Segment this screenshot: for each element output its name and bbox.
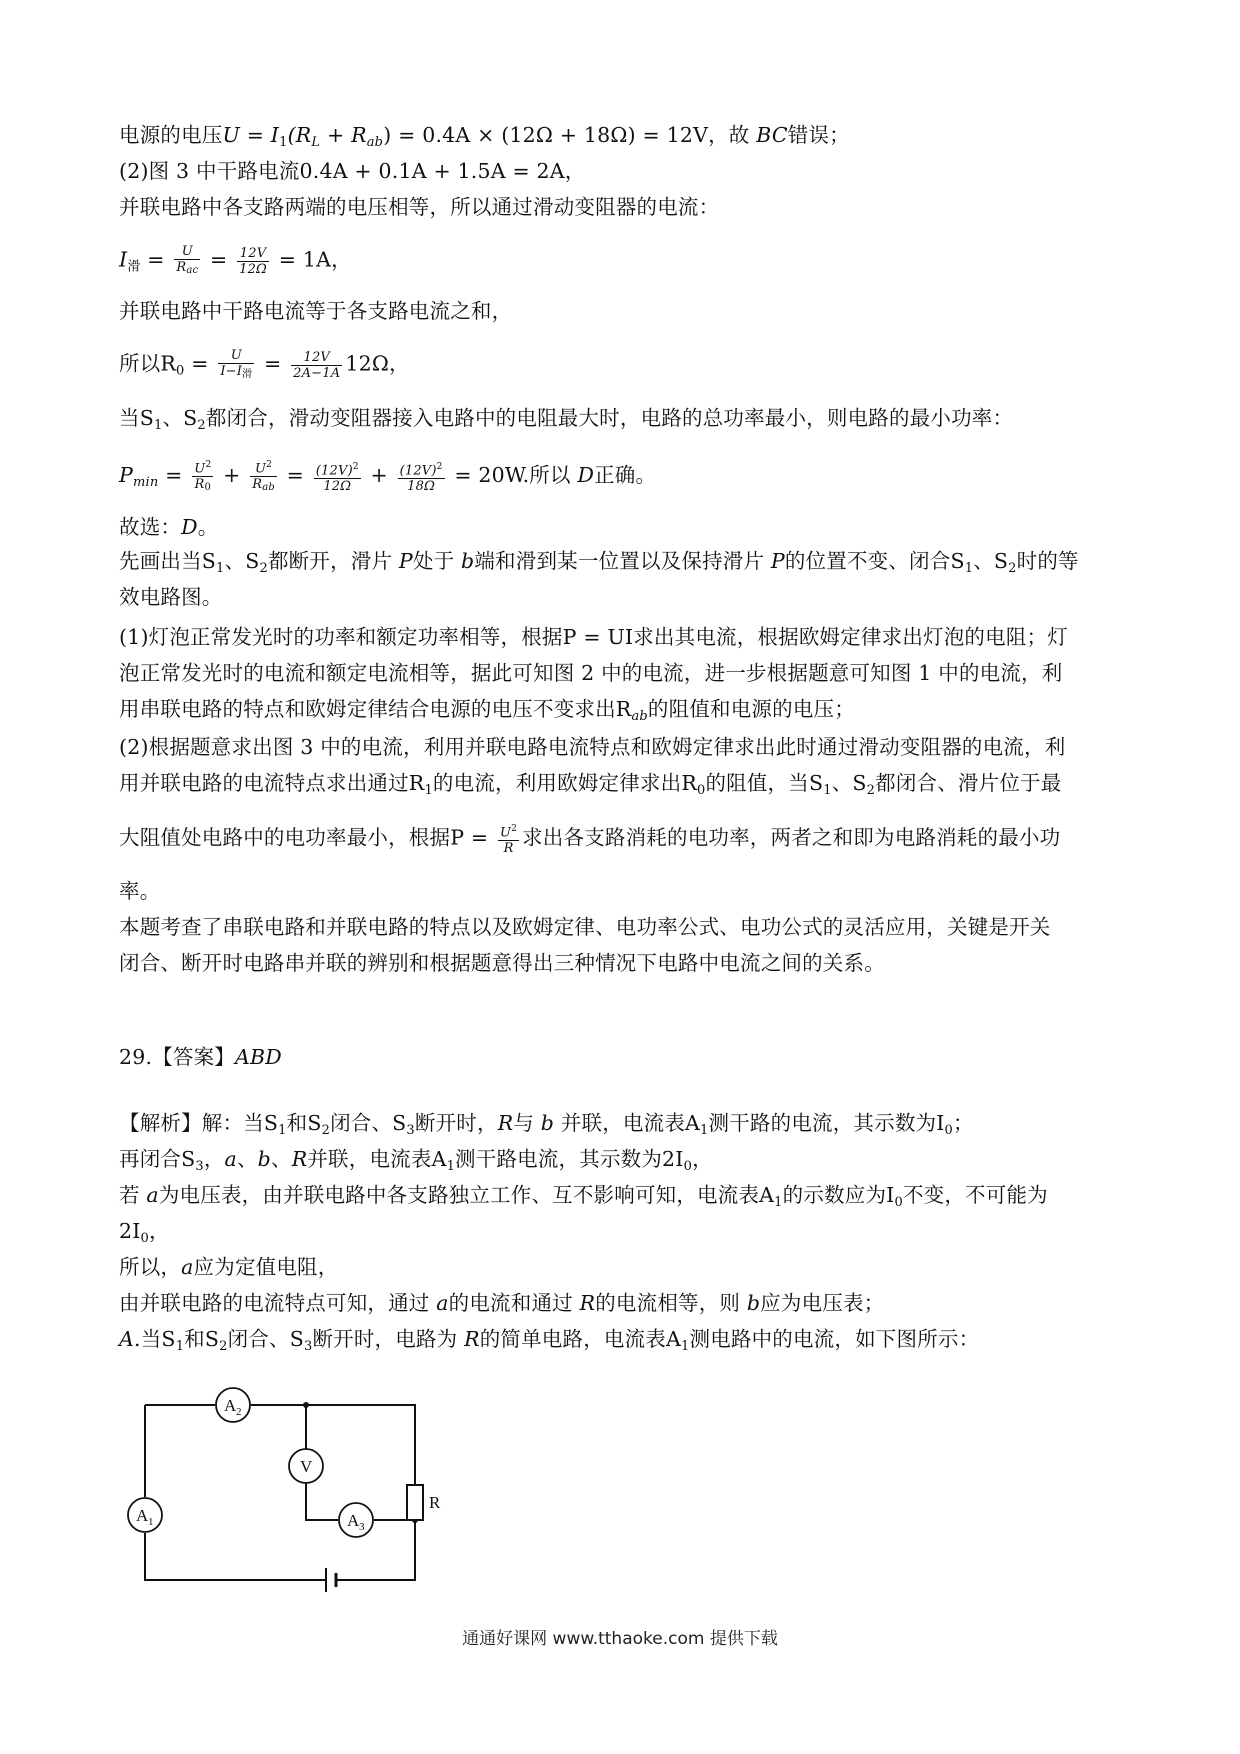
svg-text:2: 2 (236, 1406, 242, 1418)
text-line: 本题考查了串联电路和并联电路的特点以及欧姆定律、电功率公式、电功公式的灵活应用，关键是开关 (119, 915, 1051, 939)
text-line: 先画出当$S_1$、$S_2$都断开，滑片 P处于 b端和滑到某一位置以及保持滑片 P的位置不变、闭合$S_1$、$S_2$时的等 (119, 549, 1079, 576)
text-line: 用串联电路的特点和欧姆定律结合电源的电压不变求出$R_{ab}$的阻值和电源的电压； (119, 697, 855, 724)
svg-text:1: 1 (148, 1516, 154, 1528)
svg-text:A: A (136, 1506, 149, 1525)
text-line: 效电路图。 (119, 585, 223, 609)
voltmeter-v (289, 1449, 323, 1483)
wire (251, 1405, 415, 1485)
text-line: (2)根据题意求出图 3 中的电流，利用并联电路电流特点和欧姆定律求出此时通过滑动变阻器的电流，利 (119, 735, 1066, 759)
fraction: $\frac{U^2}{R_0}$ (194, 460, 212, 494)
wire (306, 1483, 338, 1520)
junction-dot (303, 1402, 309, 1408)
formula-line: 大阻值处电路中的电功率最小，根据P = $\frac{U^2}{R}$ 求出各支路消耗的电功率，两者之和即为电路消耗的最小功 (119, 824, 1061, 857)
text-line: 并联电路中各支路两端的电压相等，所以通过滑动变阻器的电流： (119, 195, 720, 219)
fraction: $\frac{U^2}{R}$ (500, 824, 518, 857)
fraction: $\frac{(12V)^2}{12\Omega}$ (315, 461, 359, 494)
text-line: 【解析】解：当$S_1$和$S_2$闭合、$S_3$断开时，R与 b 并联，电流表$A_1$测干路的电流，其示数为$I_0$； (119, 1111, 974, 1138)
formula-line: $P_{min}$ = $\frac{U^2}{R_0}$ + $\frac{U^2}{R_{ab}}$ = $\frac{(12V)^2}{12\Omega}$ + $\frac{(12V)^2}{18\Omega}$ = 20W.所以 D正确。 (119, 460, 657, 494)
svg-text:A: A (224, 1396, 237, 1415)
svg-text:V: V (300, 1457, 313, 1476)
text-line: 闭合、断开时电路串并联的辨别和根据题意得出三种情况下电路中电流之间的关系。 (119, 951, 885, 975)
text-line: 泡正常发光时的电流和额定电流相等，据此可知图 2 中的电流，进一步根据题意可知图 1 中的电流，利 (119, 661, 1063, 685)
ammeter-a3 (339, 1503, 373, 1537)
resistor-symbol (407, 1485, 423, 1520)
text-line: (2)图 3 中干路电流0.4A + 0.1A + 1.5A = 2A， (119, 159, 586, 183)
answer-heading: 29.【答案】ABD (119, 1045, 282, 1069)
ammeter-a2 (216, 1388, 250, 1422)
text-line: 故选：D。 (119, 515, 219, 539)
wire (145, 1533, 326, 1580)
text-line: $2I_0$， (119, 1219, 170, 1246)
text-line: A.当$S_1$和$S_2$闭合、$S_3$断开时，电路为 R的简单电路，电流表$A_1$测电路中的电流，如下图所示： (119, 1327, 980, 1354)
page-footer: 通通好课网 www.tthaoke.com 提供下载 (462, 1629, 778, 1649)
text-line: 再闭合$S_3$，a、b、R并联，电流表$A_1$测干路电流，其示数为$2I_0$， (119, 1147, 713, 1174)
formula-line: $I_滑$ = $\frac{U}{R_{ac}}$ = $\frac{12V}{12\Omega}$ = 1A， (119, 244, 352, 277)
fraction: $\frac{U}{R_{ac}}$ (176, 244, 199, 276)
text-line: 当$S_1$、$S_2$都闭合，滑动变阻器接入电路中的电阻最大时，电路的总功率最小，则电路的最小功率： (119, 406, 1014, 433)
fraction: $\frac{U}{I-I_滑}$ (220, 348, 253, 380)
text-line: 电源的电压$U = I_1(R_L + R_{ab}) = 0.4A \times (12\Omega + 18\Omega) = 12V$，故 BC错误； (119, 123, 850, 150)
formula-line: 所以$R_0$ = $\frac{U}{I-I_滑}$ = $\frac{12V}{2A-1A}$ 12Ω， (119, 348, 410, 381)
ammeter-a1 (128, 1498, 162, 1532)
svg-text:A: A (347, 1511, 360, 1530)
text-line: 并联电路中干路电流等于各支路电流之和， (119, 299, 513, 323)
fraction: $\frac{U^2}{R_{ab}}$ (252, 460, 275, 494)
text-line: (1)灯泡正常发光时的功率和额定功率相等，根据P = UI求出其电流，根据欧姆定律求出灯泡的电阻；灯 (119, 625, 1068, 649)
fraction: $\frac{(12V)^2}{18\Omega}$ (399, 461, 443, 494)
text-line: 若 a为电压表，由并联电路中各支路独立工作、互不影响可知，电流表$A_1$的示数应为$I_0$不变，不可能为 (119, 1183, 1048, 1210)
text-line: 由并联电路的电流特点可知，通过 a的电流和通过 R的电流相等，则 b应为电压表； (119, 1291, 885, 1315)
fraction: $\frac{12V}{12\Omega}$ (239, 245, 268, 277)
text-line: 所以，a应为定值电阻， (119, 1255, 339, 1279)
text-line: 用并联电路的电流特点求出通过$R_1$的电流，利用欧姆定律求出$R_0$的阻值，当$S_1$、$S_2$都闭合、滑片位于最 (119, 771, 1062, 798)
svg-text:3: 3 (359, 1521, 365, 1533)
circuit-diagram (120, 1380, 460, 1610)
battery-symbol (326, 1568, 336, 1592)
text-line: 率。 (119, 879, 161, 903)
fraction: $\frac{12V}{2A-1A}$ (293, 349, 341, 381)
resistor-label: R (429, 1493, 441, 1512)
